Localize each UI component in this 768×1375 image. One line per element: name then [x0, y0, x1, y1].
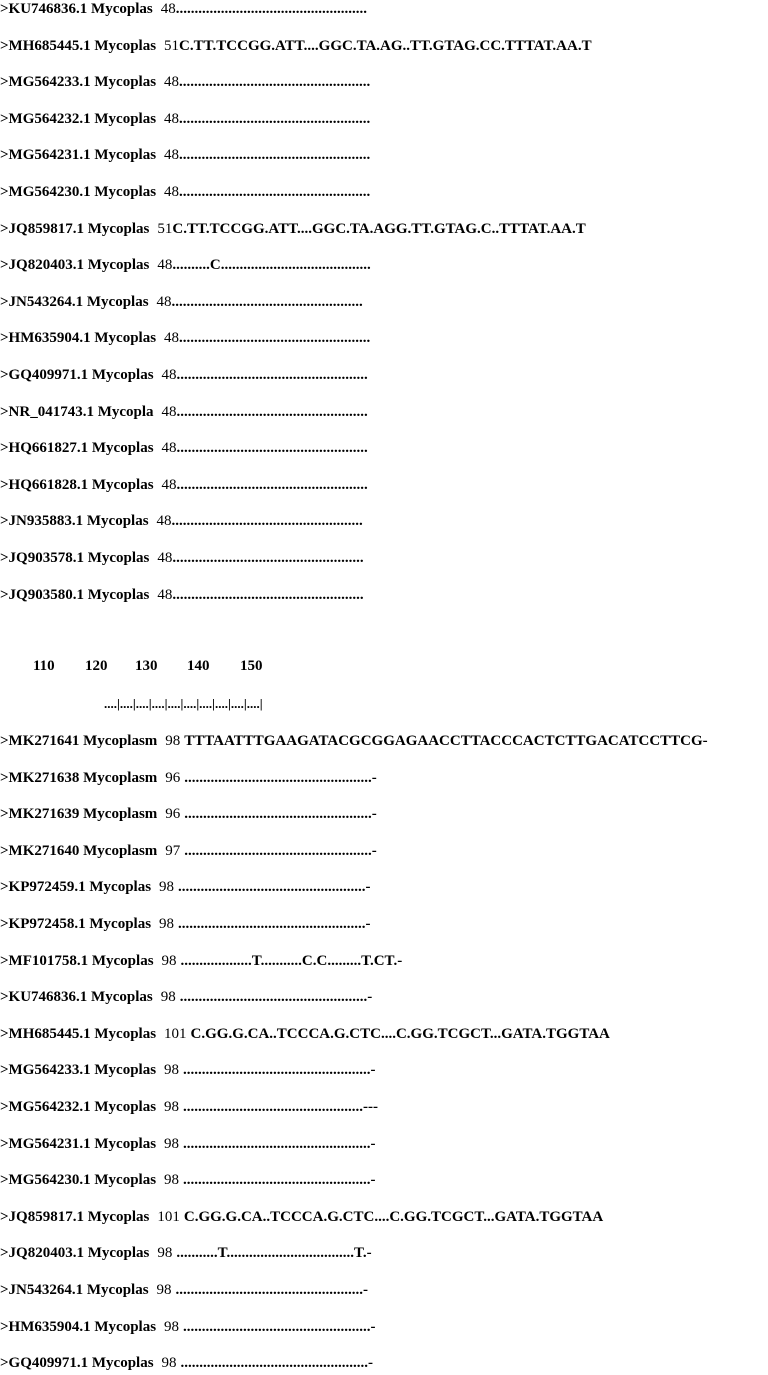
sequence-text: ...................................................: [179, 74, 371, 91]
sequence-id: >JN543264.1 Mycoplas: [0, 293, 149, 310]
sequence-position: 48: [161, 476, 177, 493]
sequence-id: >MG564233.1 Mycoplas: [0, 1062, 157, 1079]
sequence-position: 98: [159, 916, 175, 932]
ruler-tick-label: 140: [187, 658, 210, 674]
sequence-text: ...................................................: [172, 550, 364, 566]
sequence-id: >MG564232.1 Mycoplas: [0, 1099, 157, 1115]
alignment-row: [0, 732, 708, 750]
sequence-position: 48: [164, 147, 180, 164]
alignment-row: [0, 1171, 376, 1189]
alignment-row: [0, 329, 370, 347]
sequence-position: 97: [165, 842, 181, 859]
sequence-id: >NR_041743.1 Mycopla: [0, 403, 154, 420]
sequence-id: >JN935883.1 Mycoplas: [0, 513, 149, 530]
sequence-position: 98: [164, 1172, 180, 1189]
sequence-position: 98: [159, 879, 175, 896]
sequence-text: ..................................................-: [179, 989, 373, 1006]
sequence-id: >HQ661827.1 Mycoplas: [0, 440, 154, 457]
sequence-text: ..................................................-: [183, 1062, 376, 1079]
sequence-text: ..................................................-: [178, 879, 371, 896]
sequence-text: C.TT.TCCGG.ATT....GGC.TA.AG..TT.GTAG.CC.TTTAT.AA.T: [179, 37, 592, 54]
alignment-row: [0, 915, 371, 933]
alignment-row: [0, 403, 368, 421]
ruler-tick-label: 130: [135, 658, 158, 674]
sequence-text: C.TT.TCCGG.ATT....GGC.TA.AGG.TT.GTAG.C..TTTAT.AA.T: [172, 220, 586, 237]
alignment-row: [0, 146, 370, 164]
ruler-tick-label: 110: [33, 658, 55, 674]
alignment-row: [0, 476, 368, 494]
alignment-row: [0, 769, 377, 787]
sequence-position: 101: [164, 1025, 187, 1042]
sequence-text: ...................................................: [176, 476, 368, 493]
sequence-position: 51: [164, 37, 180, 54]
alignment-row: [0, 1244, 372, 1262]
sequence-text: ..................................................-: [175, 1282, 369, 1298]
alignment-row: [0, 366, 368, 384]
alignment-row: [0, 842, 377, 860]
sequence-text: ...................T...........C.C.........T.CT.-: [180, 952, 403, 969]
sequence-text: ...................................................: [175, 1, 367, 17]
sequence-id: >KP972458.1 Mycoplas: [0, 916, 152, 932]
sequence-id: >MK271641 Mycoplasm: [0, 733, 158, 749]
sequence-text: ...........T..................................T.-: [176, 1245, 372, 1262]
sequence-text: ..................................................-: [180, 1355, 374, 1372]
sequence-position: 96: [165, 769, 181, 786]
sequence-text: C.GG.G.CA..TCCCA.G.CTC....C.GG.TCGCT...GATA.TGGTAA: [183, 1208, 604, 1225]
sequence-id: >MG564230.1 Mycoplas: [0, 184, 157, 200]
alignment-row: [0, 1025, 610, 1043]
alignment-row: [0, 0, 367, 18]
sequence-id: >JQ903580.1 Mycoplas: [0, 586, 150, 603]
sequence-id: >HQ661828.1 Mycoplas: [0, 476, 154, 493]
sequence-text: ...................................................: [176, 367, 368, 383]
sequence-text: TTTAATTTGAAGATACGCGGAGAACCTTACCCACTCTTGACATCCTTCG-: [184, 733, 708, 749]
sequence-text: ...................................................: [171, 293, 363, 310]
sequence-id: >JN543264.1 Mycoplas: [0, 1282, 149, 1298]
alignment-row: [0, 293, 363, 311]
alignment-row: [0, 878, 371, 896]
sequence-id: >JQ859817.1 Mycoplas: [0, 220, 150, 237]
sequence-id: >MG564233.1 Mycoplas: [0, 74, 157, 91]
sequence-id: >JQ820403.1 Mycoplas: [0, 257, 150, 274]
sequence-text: ..................................................-: [184, 806, 377, 823]
alignment-row: [0, 1098, 378, 1116]
sequence-text: ..................................................-: [183, 1318, 376, 1335]
ruler-marks: ....|....|....|....|....|....|....|....|....|....|: [104, 696, 263, 711]
sequence-position: 96: [165, 806, 181, 823]
sequence-text: ..................................................-: [184, 769, 377, 786]
sequence-text: ..................................................-: [178, 916, 371, 932]
sequence-id: >HM635904.1 Mycoplas: [0, 330, 157, 347]
sequence-id: >MG564231.1 Mycoplas: [0, 147, 157, 164]
sequence-position: 98: [157, 1245, 173, 1262]
sequence-id: >KP972459.1 Mycoplas: [0, 879, 152, 896]
alignment-row: [0, 110, 370, 128]
alignment-row: [0, 952, 402, 970]
sequence-id: >MG564231.1 Mycoplas: [0, 1135, 157, 1152]
sequence-position: 98: [161, 1355, 177, 1372]
sequence-position: 48: [160, 1, 176, 17]
sequence-id: >JQ859817.1 Mycoplas: [0, 1208, 150, 1225]
sequence-position: 98: [164, 1318, 180, 1335]
sequence-text: ...................................................: [171, 513, 363, 530]
sequence-text: ..................................................-: [183, 1135, 376, 1152]
sequence-position: 98: [161, 952, 177, 969]
sequence-id: >MG564232.1 Mycoplas: [0, 110, 157, 127]
sequence-position: 98: [164, 1099, 180, 1115]
sequence-position: 48: [164, 74, 180, 91]
sequence-text: ..........C........................................: [172, 257, 371, 274]
sequence-position: 48: [156, 513, 172, 530]
sequence-id: >JQ820403.1 Mycoplas: [0, 1245, 150, 1262]
sequence-text: ...................................................: [172, 586, 364, 603]
sequence-id: >GQ409971.1 Mycoplas: [0, 1355, 154, 1372]
sequence-text: ................................................---: [183, 1099, 379, 1115]
sequence-id: >MK271640 Mycoplasm: [0, 842, 158, 859]
alignment-row: [0, 183, 370, 201]
sequence-id: >MH685445.1 Mycoplas: [0, 1025, 157, 1042]
sequence-position: 98: [165, 733, 181, 749]
sequence-position: 48: [161, 440, 177, 457]
alignment-row: [0, 439, 368, 457]
sequence-id: >KU746836.1 Mycoplas: [0, 1, 153, 17]
ruler-tick-label: 120: [85, 658, 108, 674]
sequence-position: 48: [164, 110, 180, 127]
sequence-position: 48: [157, 550, 173, 566]
alignment-row: [0, 512, 363, 530]
alignment-row: [0, 1318, 376, 1336]
alignment-row: [0, 586, 364, 604]
sequence-id: >JQ903578.1 Mycoplas: [0, 550, 150, 566]
sequence-position: 98: [164, 1062, 180, 1079]
ruler-tick-label: 150: [240, 658, 263, 674]
sequence-position: 48: [161, 403, 177, 420]
sequence-id: >MH685445.1 Mycoplas: [0, 37, 157, 54]
sequence-position: 98: [160, 989, 176, 1006]
sequence-text: ...................................................: [176, 440, 368, 457]
sequence-position: 101: [157, 1208, 180, 1225]
alignment-row: [0, 549, 364, 567]
alignment-row: [0, 1208, 603, 1226]
sequence-position: 51: [157, 220, 173, 237]
sequence-position: 98: [164, 1135, 180, 1152]
alignment-row: [0, 37, 592, 55]
sequence-position: 48: [157, 586, 173, 603]
sequence-id: >GQ409971.1 Mycoplas: [0, 367, 154, 383]
sequence-id: >MF101758.1 Mycoplas: [0, 952, 154, 969]
sequence-position: 48: [156, 293, 172, 310]
alignment-row: [0, 1354, 373, 1372]
alignment-row: [0, 988, 372, 1006]
alignment-row: [0, 73, 370, 91]
sequence-id: >KU746836.1 Mycoplas: [0, 989, 153, 1006]
sequence-text: ..................................................-: [183, 1172, 376, 1189]
alignment-row: [0, 1135, 376, 1153]
sequence-id: >MK271639 Mycoplasm: [0, 806, 158, 823]
sequence-text: ...................................................: [179, 184, 371, 200]
sequence-id: >MG564230.1 Mycoplas: [0, 1172, 157, 1189]
alignment-row: [0, 1281, 368, 1299]
sequence-position: 48: [164, 184, 180, 200]
sequence-id: >MK271638 Mycoplasm: [0, 769, 158, 786]
alignment-row: [0, 805, 377, 823]
sequence-text: ...................................................: [179, 330, 371, 347]
sequence-text: ..................................................-: [184, 842, 377, 859]
sequence-text: ...................................................: [179, 110, 371, 127]
sequence-position: 48: [161, 367, 177, 383]
sequence-position: 98: [156, 1282, 172, 1298]
sequence-text: ...................................................: [179, 147, 371, 164]
sequence-position: 48: [157, 257, 173, 274]
sequence-id: >HM635904.1 Mycoplas: [0, 1318, 157, 1335]
sequence-text: C.GG.G.CA..TCCCA.G.CTC....C.GG.TCGCT...GATA.TGGTAA: [190, 1025, 610, 1042]
alignment-row: [0, 220, 586, 238]
alignment-row: [0, 1061, 376, 1079]
sequence-position: 48: [164, 330, 180, 347]
alignment-row: [0, 256, 371, 274]
sequence-text: ...................................................: [176, 403, 368, 420]
